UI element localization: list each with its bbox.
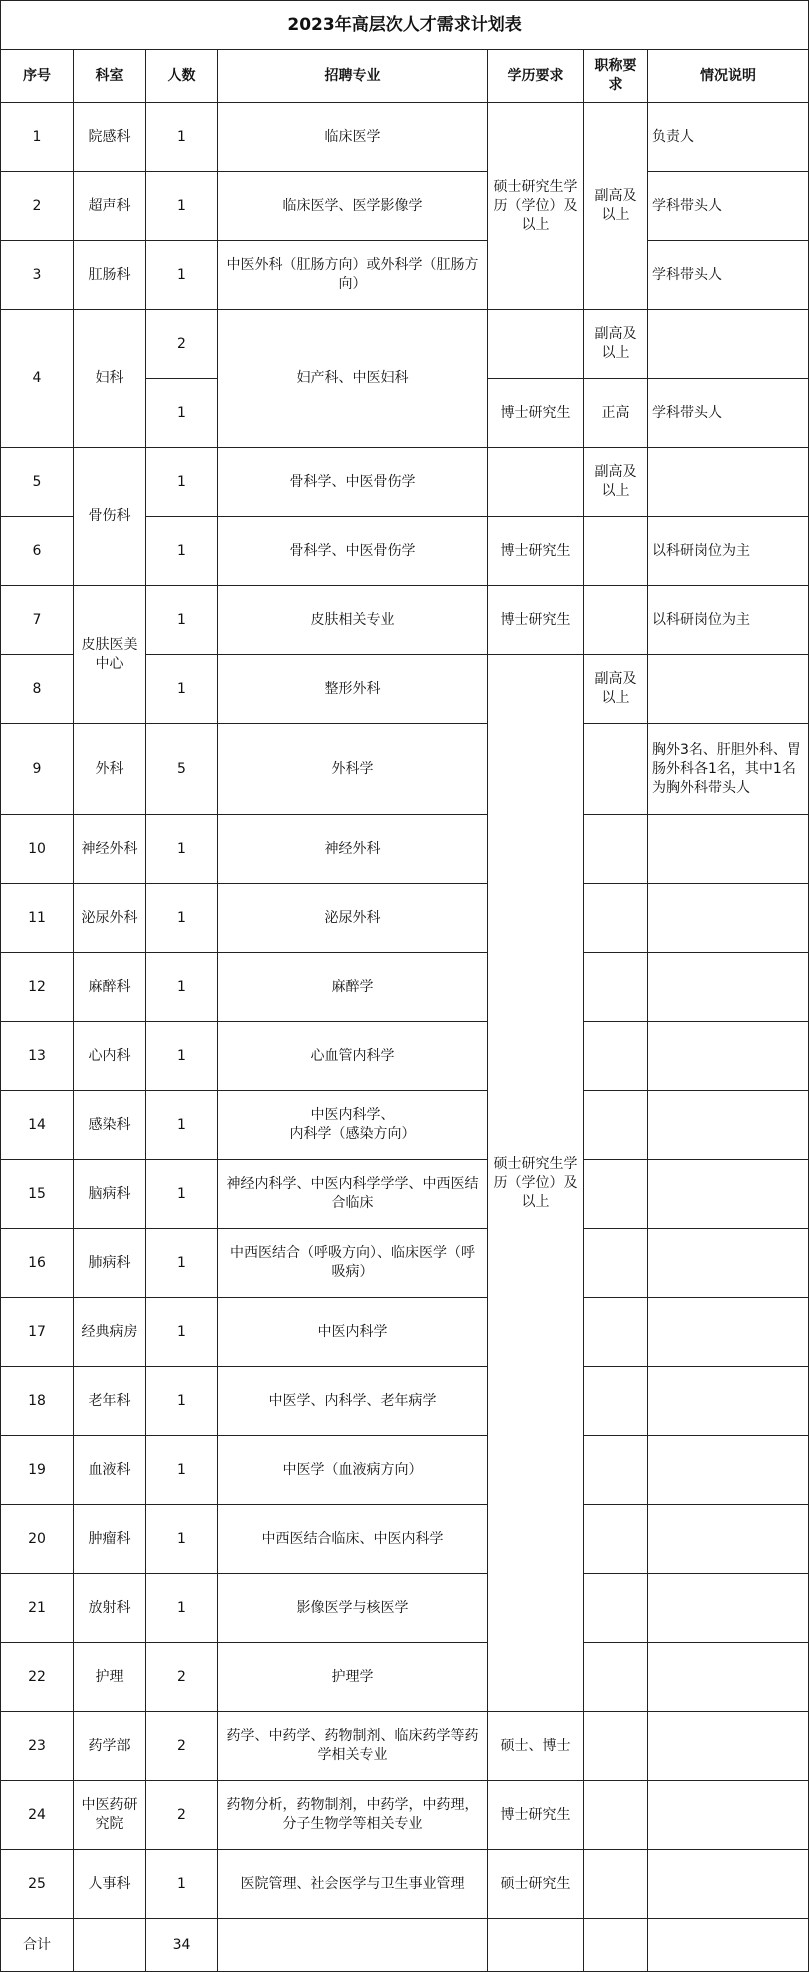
row-number: 4	[1, 310, 74, 448]
dept-cell: 放射科	[74, 1574, 146, 1643]
count-cell: 1	[146, 1850, 218, 1919]
title-row	[1, 1, 809, 50]
empty-cell	[74, 1919, 146, 1972]
education-cell: 博士研究生	[488, 379, 584, 448]
education-cell: 博士研究生	[488, 586, 584, 655]
title-requirement-cell: 副高及以上	[584, 448, 648, 517]
note-cell	[648, 953, 809, 1022]
count-cell: 2	[146, 1643, 218, 1712]
education-cell: 博士研究生	[488, 517, 584, 586]
note-cell	[648, 1160, 809, 1229]
title-requirement-cell	[584, 1574, 648, 1643]
note-cell	[648, 1367, 809, 1436]
title-requirement-cell	[584, 1781, 648, 1850]
title-requirement-cell	[584, 1022, 648, 1091]
row-number: 24	[1, 1781, 74, 1850]
note-cell	[648, 1022, 809, 1091]
title-requirement-cell	[584, 586, 648, 655]
row-number: 2	[1, 172, 74, 241]
dept-cell: 妇科	[74, 310, 146, 448]
table-row	[1, 1022, 809, 1091]
table-row	[1, 1850, 809, 1919]
row-number: 16	[1, 1229, 74, 1298]
note-cell: 负责人	[648, 103, 809, 172]
education-cell: 博士研究生	[488, 1781, 584, 1850]
count-cell: 1	[146, 655, 218, 724]
empty-cell	[218, 1919, 488, 1972]
table-row	[1, 241, 809, 310]
title-requirement-cell	[584, 1298, 648, 1367]
total-label: 合计	[1, 1919, 74, 1972]
note-cell: 学科带头人	[648, 241, 809, 310]
dept-cell: 老年科	[74, 1367, 146, 1436]
count-cell: 1	[146, 586, 218, 655]
row-number: 15	[1, 1160, 74, 1229]
table-row	[1, 1436, 809, 1505]
title-requirement-cell	[584, 517, 648, 586]
dept-cell: 肺病科	[74, 1229, 146, 1298]
dept-cell: 泌尿外科	[74, 884, 146, 953]
table-row	[1, 884, 809, 953]
major-cell: 中西医结合临床、中医内科学	[218, 1505, 488, 1574]
note-cell	[648, 884, 809, 953]
dept-cell: 院感科	[74, 103, 146, 172]
major-cell: 神经外科	[218, 815, 488, 884]
count-cell: 1	[146, 1091, 218, 1160]
header-row	[1, 50, 809, 103]
table-title: 2023年高层次人才需求计划表	[1, 1, 809, 50]
table-row	[1, 1781, 809, 1850]
title-requirement-cell	[584, 884, 648, 953]
count-cell: 1	[146, 1367, 218, 1436]
education-cell	[488, 310, 584, 379]
note-cell: 以科研岗位为主	[648, 517, 809, 586]
dept-cell: 超声科	[74, 172, 146, 241]
major-cell: 整形外科	[218, 655, 488, 724]
row-number: 5	[1, 448, 74, 517]
major-cell: 泌尿外科	[218, 884, 488, 953]
major-cell: 药物分析，药物制剂，中药学，中药理，分子生物学等相关专业	[218, 1781, 488, 1850]
table-row	[1, 1298, 809, 1367]
note-cell: 以科研岗位为主	[648, 586, 809, 655]
row-number: 3	[1, 241, 74, 310]
major-cell: 妇产科、中医妇科	[218, 310, 488, 448]
note-cell	[648, 1505, 809, 1574]
count-cell: 1	[146, 884, 218, 953]
count-cell: 1	[146, 1505, 218, 1574]
table-row	[1, 172, 809, 241]
table-row	[1, 1367, 809, 1436]
row-number: 23	[1, 1712, 74, 1781]
header-cell: 人数	[146, 50, 218, 103]
count-cell: 1	[146, 1022, 218, 1091]
title-requirement-cell	[584, 1436, 648, 1505]
note-cell	[648, 1643, 809, 1712]
table-row	[1, 1160, 809, 1229]
row-number: 22	[1, 1643, 74, 1712]
education-cell	[488, 448, 584, 517]
table-row	[1, 1712, 809, 1781]
title-requirement-cell	[584, 815, 648, 884]
table-row	[1, 1229, 809, 1298]
note-cell	[648, 448, 809, 517]
note-cell	[648, 1850, 809, 1919]
count-cell: 1	[146, 103, 218, 172]
count-cell: 1	[146, 1229, 218, 1298]
row-number: 6	[1, 517, 74, 586]
note-cell: 胸外3名、肝胆外科、胃肠外科各1名，其中1名为胸外科带头人	[648, 724, 809, 815]
header-cell: 招聘专业	[218, 50, 488, 103]
dept-cell: 外科	[74, 724, 146, 815]
note-cell	[648, 1298, 809, 1367]
header-cell: 职称要求	[584, 50, 648, 103]
dept-cell: 神经外科	[74, 815, 146, 884]
title-requirement-cell: 正高	[584, 379, 648, 448]
row-number: 10	[1, 815, 74, 884]
major-cell: 心血管内科学	[218, 1022, 488, 1091]
dept-cell: 麻醉科	[74, 953, 146, 1022]
title-requirement-cell	[584, 1850, 648, 1919]
title-requirement-cell	[584, 1712, 648, 1781]
note-cell: 学科带头人	[648, 379, 809, 448]
title-requirement-cell	[584, 1367, 648, 1436]
count-cell: 1	[146, 815, 218, 884]
major-cell: 骨科学、中医骨伤学	[218, 448, 488, 517]
major-cell: 外科学	[218, 724, 488, 815]
row-number: 18	[1, 1367, 74, 1436]
table-row	[1, 586, 809, 655]
major-cell: 药学、中药学、药物制剂、临床药学等药学相关专业	[218, 1712, 488, 1781]
dept-cell: 肛肠科	[74, 241, 146, 310]
empty-cell	[488, 1919, 584, 1972]
empty-cell	[648, 1919, 809, 1972]
count-cell: 1	[146, 953, 218, 1022]
count-cell: 1	[146, 1298, 218, 1367]
dept-cell: 护理	[74, 1643, 146, 1712]
major-cell: 影像医学与核医学	[218, 1574, 488, 1643]
table-row	[1, 1643, 809, 1712]
header-cell: 情况说明	[648, 50, 809, 103]
dept-cell: 心内科	[74, 1022, 146, 1091]
major-cell: 神经内科学、中医内科学学学、中西医结合临床	[218, 1160, 488, 1229]
row-number: 17	[1, 1298, 74, 1367]
dept-cell: 脑病科	[74, 1160, 146, 1229]
count-cell: 2	[146, 1781, 218, 1850]
major-cell: 护理学	[218, 1643, 488, 1712]
table-row	[1, 815, 809, 884]
count-cell: 1	[146, 379, 218, 448]
dept-cell: 经典病房	[74, 1298, 146, 1367]
row-number: 8	[1, 655, 74, 724]
count-cell: 1	[146, 1160, 218, 1229]
table-row	[1, 1091, 809, 1160]
note-cell	[648, 1574, 809, 1643]
dept-cell: 中医药研究院	[74, 1781, 146, 1850]
row-number: 20	[1, 1505, 74, 1574]
empty-cell	[584, 1919, 648, 1972]
count-cell: 1	[146, 448, 218, 517]
education-cell: 硕士研究生学历（学位）及以上	[488, 655, 584, 1712]
major-cell: 医院管理、社会医学与卫生事业管理	[218, 1850, 488, 1919]
note-cell	[648, 1781, 809, 1850]
major-cell: 临床医学	[218, 103, 488, 172]
header-cell: 学历要求	[488, 50, 584, 103]
count-cell: 5	[146, 724, 218, 815]
row-number: 7	[1, 586, 74, 655]
header-cell: 序号	[1, 50, 74, 103]
row-number: 1	[1, 103, 74, 172]
count-cell: 1	[146, 1574, 218, 1643]
count-cell: 1	[146, 1436, 218, 1505]
dept-cell: 骨伤科	[74, 448, 146, 586]
row-number: 19	[1, 1436, 74, 1505]
dept-cell: 血液科	[74, 1436, 146, 1505]
major-cell: 中西医结合（呼吸方向）、临床医学（呼吸病）	[218, 1229, 488, 1298]
title-requirement-cell	[584, 1091, 648, 1160]
table-row	[1, 1505, 809, 1574]
major-cell: 中医外科（肛肠方向）或外科学（肛肠方向）	[218, 241, 488, 310]
major-cell: 皮肤相关专业	[218, 586, 488, 655]
major-cell: 麻醉学	[218, 953, 488, 1022]
major-cell: 中医内科学、 内科学（感染方向）	[218, 1091, 488, 1160]
count-cell: 2	[146, 1712, 218, 1781]
table-row	[1, 310, 809, 379]
count-cell: 1	[146, 241, 218, 310]
row-number: 12	[1, 953, 74, 1022]
note-cell	[648, 1091, 809, 1160]
table-row	[1, 953, 809, 1022]
note-cell	[648, 1229, 809, 1298]
major-cell: 骨科学、中医骨伤学	[218, 517, 488, 586]
row-number: 21	[1, 1574, 74, 1643]
title-requirement-cell	[584, 1160, 648, 1229]
major-cell: 临床医学、医学影像学	[218, 172, 488, 241]
education-cell: 硕士研究生学历（学位）及以上	[488, 103, 584, 310]
title-requirement-cell	[584, 724, 648, 815]
note-cell	[648, 815, 809, 884]
table-row	[1, 1574, 809, 1643]
dept-cell: 人事科	[74, 1850, 146, 1919]
table-row	[1, 448, 809, 517]
title-requirement-cell: 副高及以上	[584, 310, 648, 379]
table-row	[1, 103, 809, 172]
major-cell: 中医学、内科学、老年病学	[218, 1367, 488, 1436]
education-cell: 硕士研究生	[488, 1850, 584, 1919]
row-number: 11	[1, 884, 74, 953]
title-requirement-cell: 副高及以上	[584, 103, 648, 310]
title-requirement-cell	[584, 953, 648, 1022]
note-cell	[648, 1436, 809, 1505]
education-cell: 硕士、博士	[488, 1712, 584, 1781]
count-cell: 1	[146, 517, 218, 586]
major-cell: 中医学（血液病方向）	[218, 1436, 488, 1505]
row-number: 25	[1, 1850, 74, 1919]
row-number: 13	[1, 1022, 74, 1091]
count-cell: 1	[146, 172, 218, 241]
total-count: 34	[146, 1919, 218, 1972]
note-cell	[648, 1712, 809, 1781]
title-requirement-cell	[584, 1229, 648, 1298]
total-row	[1, 1919, 809, 1972]
dept-cell: 肿瘤科	[74, 1505, 146, 1574]
count-cell: 2	[146, 310, 218, 379]
table-row	[1, 724, 809, 815]
row-number: 9	[1, 724, 74, 815]
note-cell	[648, 310, 809, 379]
dept-cell: 皮肤医美中心	[74, 586, 146, 724]
dept-cell: 感染科	[74, 1091, 146, 1160]
header-cell: 科室	[74, 50, 146, 103]
dept-cell: 药学部	[74, 1712, 146, 1781]
title-requirement-cell	[584, 1643, 648, 1712]
title-requirement-cell	[584, 1505, 648, 1574]
note-cell	[648, 655, 809, 724]
title-requirement-cell: 副高及以上	[584, 655, 648, 724]
major-cell: 中医内科学	[218, 1298, 488, 1367]
row-number: 14	[1, 1091, 74, 1160]
note-cell: 学科带头人	[648, 172, 809, 241]
